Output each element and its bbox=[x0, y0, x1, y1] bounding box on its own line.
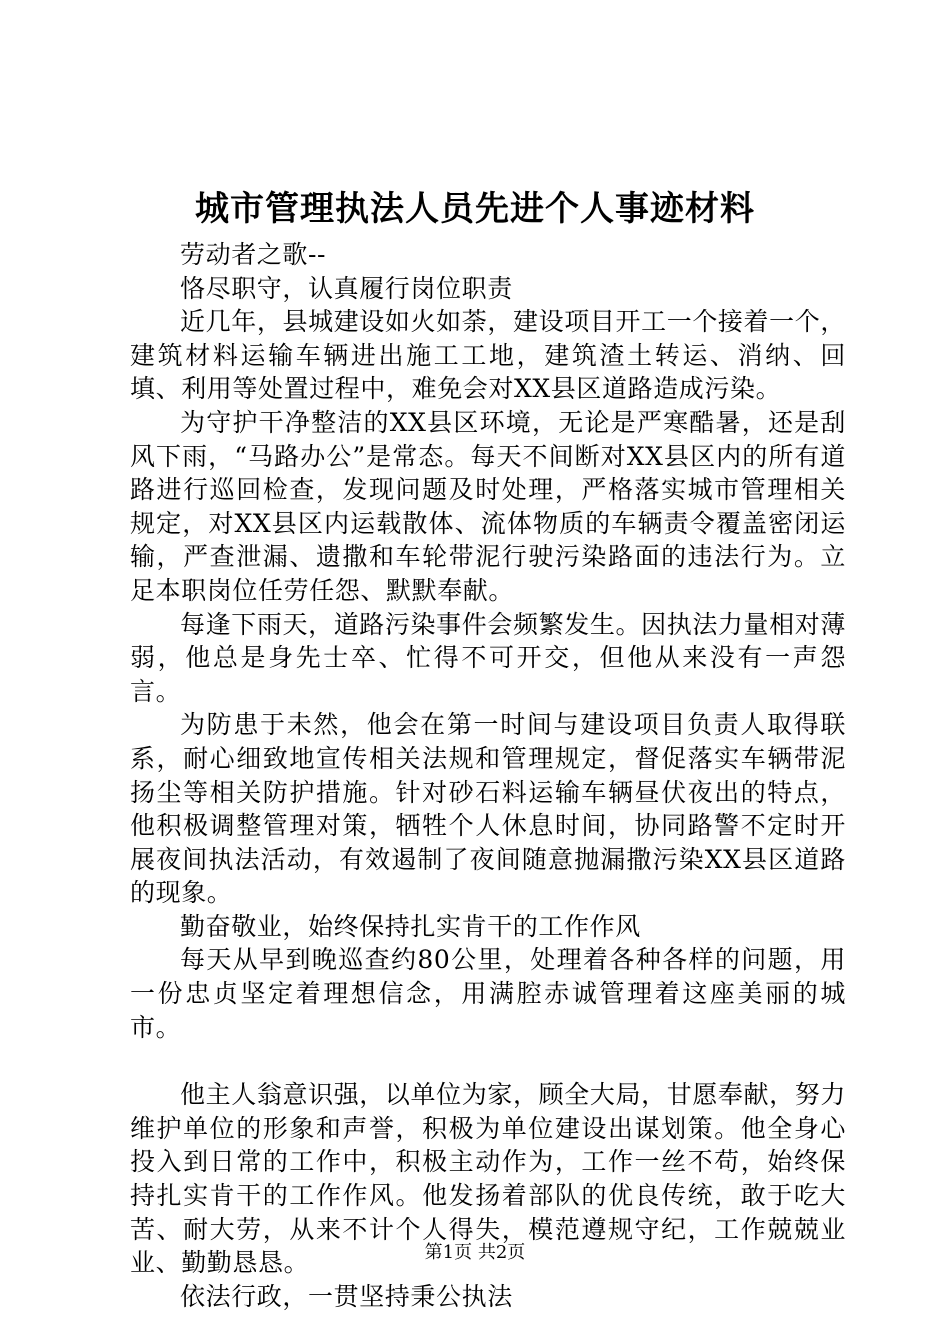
paragraph-1: 劳动者之歌-- bbox=[180, 240, 327, 269]
paragraph-6: 为防患于未然，他会在第一时间与建设项目负责人取得联系，耐心细致地宣传相关法规和管理规定，督促落实车辆带泥扬尘等相关防护措施。针对砂石料运输车辆昼伏夜出的特点，他积极调整管理对策，牺牲个人休息时间，协同路警不定时开展夜间执法活动，有效遏制了夜间随意抛漏撒污染XX县区道路的现象。 bbox=[130, 710, 846, 908]
paragraph-5: 每逢下雨天，道路污染事件会频繁发生。因执法力量相对薄弱，他总是身先士卒、忙得不可开交，但他从来没有一声怨言。 bbox=[130, 609, 846, 706]
section-heading-2: 勤奋敬业，始终保持扎实肯干的工作作风 bbox=[180, 911, 641, 941]
section-heading-3: 依法行政，一贯坚持秉公执法 bbox=[180, 1281, 513, 1311]
section-heading-1: 恪尽职守，认真履行岗位职责 bbox=[180, 273, 513, 303]
document-body bbox=[130, 238, 846, 1313]
paragraph-3: 近几年，县城建设如火如荼，建设项目开工一个接着一个，建筑材料运输车辆进出施工工地，建筑渣土转运、消纳、回填、利用等处置过程中，难免会对XX县区道路造成污染。 bbox=[130, 307, 846, 404]
paragraph-4: 为守护干净整洁的XX县区环境，无论是严寒酷暑，还是刮风下雨，“马路办公”是常态。每天不间断对XX县区内的所有道路进行巡回检查，发现问题及时处理，严格落实城市管理相关规定，对XX县区内运载散体、流体物质的车辆责令覆盖密闭运输，严查泄漏、遗撒和车轮带泥行驶污染路面的违法行为。立足本职岗位任劳任怨、默默奉献。 bbox=[130, 407, 846, 605]
document-title: 城市管理执法人员先进个人事迹材料 bbox=[195, 189, 755, 229]
paragraph-8: 每天从早到晚巡查约80公里，处理着各种各样的问题，用一份忠贞坚定着理想信念，用满腔赤诚管理着这座美丽的城市。 bbox=[130, 945, 846, 1042]
page-number-footer: 第1页 共2页 bbox=[424, 1242, 526, 1263]
paragraph-9: 他主人翁意识强，以单位为家，顾全大局，甘愿奉献，努力维护单位的形象和声誉，积极为单位建设出谋划策。他全身心投入到日常的工作中，积极主动作为，工作一丝不苟，始终保持扎实肯干的工作作风。他发扬着部队的优良传统，敢于吃大苦、耐大劳，从来不计个人得失，模范遵规守纪，工作兢兢业业、勤勤恳恳。 bbox=[130, 1080, 846, 1278]
